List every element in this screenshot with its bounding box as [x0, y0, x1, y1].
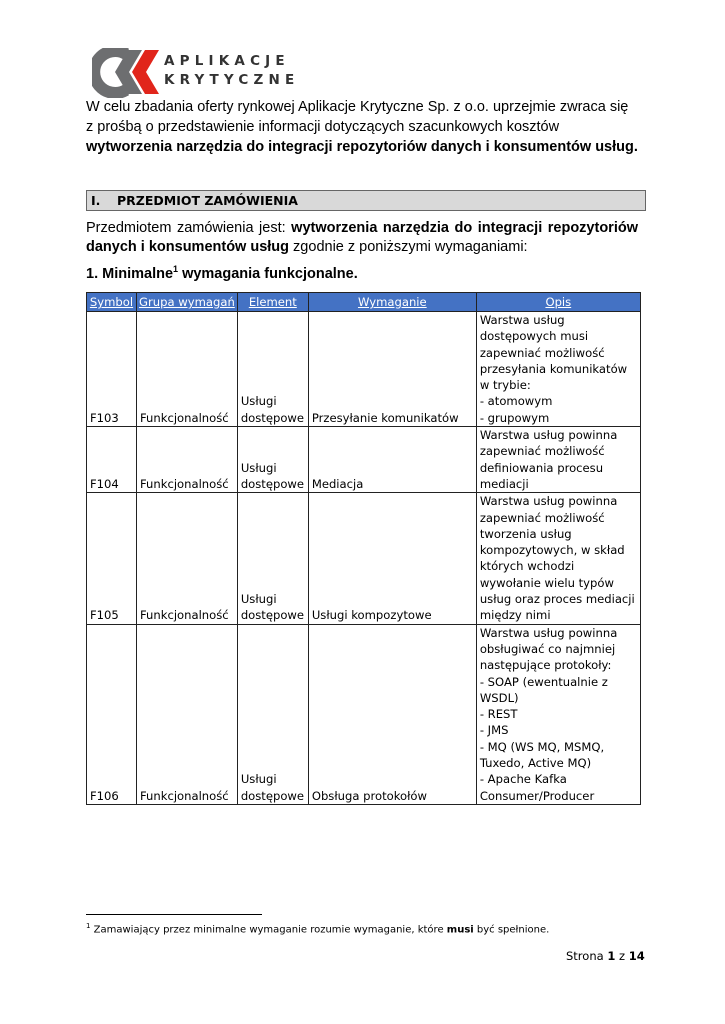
footnote-divider [86, 914, 262, 915]
column-header-requirement: Wymaganie [308, 293, 476, 312]
page-label: Strona [566, 949, 608, 963]
cell-symbol: F104 [87, 427, 137, 493]
footnote-text-before: Zamawiający przez minimalne wymaganie rozumie wymaganie, które [90, 924, 447, 936]
cell-requirement: Usługi kompozytowe [308, 493, 476, 624]
requirements-table [86, 292, 641, 805]
cell-group: Funkcjonalność [137, 427, 238, 493]
requirements-heading-prefix: 1. Minimalne [86, 265, 174, 282]
requirements-heading [86, 264, 358, 282]
section-heading [86, 190, 646, 211]
cell-requirement: Przesyłanie komunikatów [308, 312, 476, 427]
cell-description: Warstwa usług powinna obsługiwać co najmniej następujące protokoły: - SOAP (ewentualnie z WSDL) - REST - JMS - MQ (WS MQ, MSMQ, Tuxedo, Active MQ) - Apache Kafka Consumer/Producer [476, 624, 640, 804]
cell-description: Warstwa usług dostępowych musi zapewniać możliwość przesyłania komunikatów w trybie: - atomowym - grupowym [476, 312, 640, 427]
intro-paragraph [86, 97, 638, 157]
subject-text1: Przedmiotem zamówienia jest: [86, 220, 292, 236]
column-header-element: Element [237, 293, 308, 312]
cell-symbol: F103 [87, 312, 137, 427]
cell-element: Usługi dostępowe [237, 427, 308, 493]
subject-bold: wytworzenia narzędzia do integracji repozytoriów danych i konsumentów usług [86, 220, 638, 255]
footnote-bold: musi [446, 924, 474, 936]
table-row [87, 493, 641, 624]
cell-requirement: Obsługa protokołów [308, 624, 476, 804]
logo-text-line2: KRYTYCZNE [164, 72, 300, 88]
cell-element: Usługi dostępowe [237, 312, 308, 427]
cell-element: Usługi dostępowe [237, 493, 308, 624]
table-row [87, 624, 641, 804]
section-number: I. [91, 193, 101, 208]
column-header-symbol: Symbol [87, 293, 137, 312]
page-current: 1 [607, 949, 616, 963]
table-header-row [87, 293, 641, 312]
cell-requirement: Mediacja [308, 427, 476, 493]
cell-group: Funkcjonalność [137, 493, 238, 624]
intro-text: W celu zbadania oferty rynkowej Aplikacje Krytyczne Sp. z o.o. uprzejmie zwraca się z prośbą o przedstawienie informacji dotyczących szacunkowych kosztów [86, 99, 629, 135]
subject-text2: zgodnie z poniższymi wymaganiami: [289, 239, 528, 255]
subject-paragraph [86, 219, 638, 257]
footnote-reference: 1 [173, 264, 179, 274]
cell-element: Usługi dostępowe [237, 624, 308, 804]
intro-bold: wytworzenia narzędzia do integracji repozytoriów danych i konsumentów usług. [86, 139, 638, 155]
cell-group: Funkcjonalność [137, 312, 238, 427]
logo-text-line1: APLIKACJE [164, 53, 290, 69]
cell-description: Warstwa usług powinna zapewniać możliwość tworzenia usług kompozytowych, w skład których wchodzi wywołanie wielu typów usług oraz proces mediacji między nimi [476, 493, 640, 624]
table-row [87, 312, 641, 427]
section-title: PRZEDMIOT ZAMÓWIENIA [117, 193, 298, 208]
table-row [87, 427, 641, 493]
column-header-description: Opis [476, 293, 640, 312]
cell-group: Funkcjonalność [137, 624, 238, 804]
cell-description: Warstwa usług powinna zapewniać możliwość definiowania procesu mediacji [476, 427, 640, 493]
page-number [566, 949, 645, 963]
cell-symbol: F105 [87, 493, 137, 624]
footnote-text-after: być spełnione. [473, 924, 550, 936]
footnote [86, 922, 549, 935]
page-separator: z [615, 949, 629, 963]
column-header-group: Grupa wymagań [137, 293, 238, 312]
company-logo [92, 48, 300, 98]
logo-mark-icon [92, 48, 162, 98]
page-total: 14 [628, 949, 645, 963]
footnote-number: 1 [86, 922, 91, 930]
requirements-heading-suffix: wymagania funkcjonalne. [178, 265, 358, 282]
cell-symbol: F106 [87, 624, 137, 804]
